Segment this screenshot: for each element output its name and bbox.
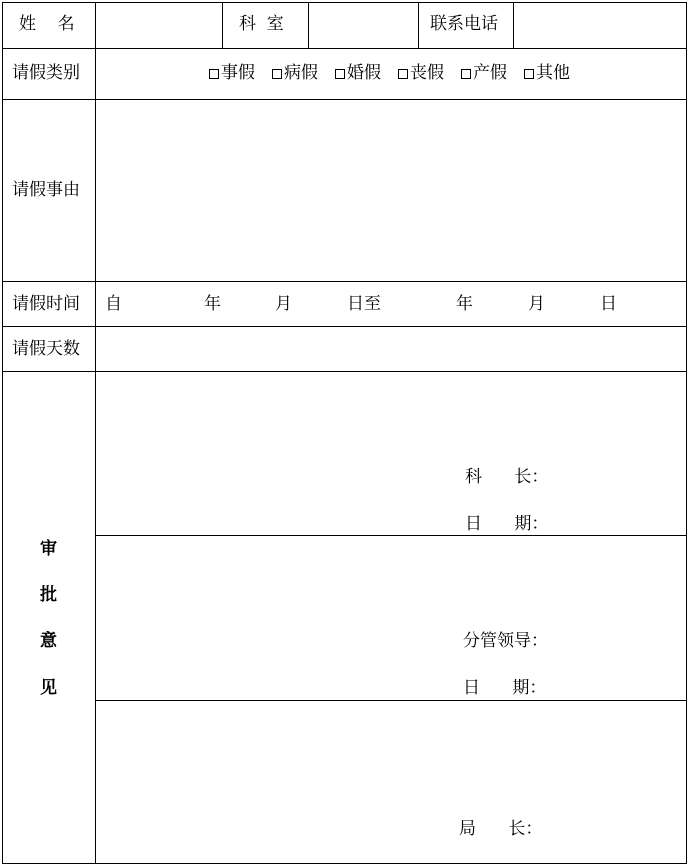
leader-label: 分管领导： — [463, 631, 548, 651]
checkbox-bereavement[interactable] — [398, 69, 408, 79]
row-divider-3 — [2, 281, 687, 282]
approval-label-char-3: 意 — [40, 631, 57, 651]
approval-divider-1 — [95, 535, 687, 536]
row-divider-5 — [2, 371, 687, 372]
leave-option-maternity[interactable] — [461, 63, 507, 83]
days-field[interactable] — [96, 327, 686, 371]
checkbox-marriage[interactable] — [335, 69, 345, 79]
dept-label: 科 室 — [239, 14, 284, 34]
director-label: 局 长： — [459, 819, 543, 839]
table-left-border — [2, 2, 3, 864]
option-label: 产假 — [473, 63, 507, 83]
leave-option-other[interactable] — [524, 63, 570, 83]
section-chief-date-label: 日 期： — [465, 514, 549, 534]
phone-field[interactable] — [514, 3, 686, 48]
leave-option-sick[interactable] — [272, 63, 318, 83]
checkbox-other[interactable] — [524, 69, 534, 79]
phone-label: 联系电话 — [430, 14, 498, 34]
row-divider-1 — [2, 48, 687, 49]
name-label: 姓 名 — [19, 14, 75, 34]
approval-label-char-1: 审 — [40, 539, 57, 559]
checkbox-personal[interactable] — [209, 69, 219, 79]
name-field[interactable] — [96, 3, 222, 48]
time-year-1: 年 — [204, 294, 221, 314]
time-year-2: 年 — [456, 294, 473, 314]
option-label: 其他 — [536, 63, 570, 83]
section-chief-label: 科 长： — [465, 467, 549, 487]
approval-label-char-2: 批 — [40, 585, 57, 605]
option-label: 事假 — [221, 63, 255, 83]
checkbox-maternity[interactable] — [461, 69, 471, 79]
option-label: 丧假 — [410, 63, 444, 83]
reason-field[interactable] — [96, 100, 686, 281]
time-month-1: 月 — [275, 294, 292, 314]
time-day-2: 日 — [600, 294, 617, 314]
reason-label: 请假事由 — [12, 180, 80, 200]
days-label: 请假天数 — [12, 339, 80, 359]
header-divider-a — [222, 2, 223, 49]
time-label: 请假时间 — [12, 294, 80, 314]
header-divider-c — [418, 2, 419, 49]
approval-label-char-4: 见 — [40, 678, 57, 698]
time-from: 自 — [105, 294, 122, 314]
leave-option-marriage[interactable] — [335, 63, 381, 83]
table-right-border — [686, 2, 687, 864]
time-month-2: 月 — [528, 294, 545, 314]
checkbox-sick[interactable] — [272, 69, 282, 79]
leader-date-label: 日 期： — [463, 678, 547, 698]
time-day-to: 日至 — [347, 294, 381, 314]
table-bottom-border — [2, 863, 687, 864]
dept-field[interactable] — [309, 3, 418, 48]
option-label: 病假 — [284, 63, 318, 83]
leave-type-label: 请假类别 — [12, 63, 80, 83]
leave-option-personal[interactable] — [209, 63, 255, 83]
option-label: 婚假 — [347, 63, 381, 83]
approval-divider-2 — [95, 700, 687, 701]
leave-option-bereavement[interactable] — [398, 63, 444, 83]
